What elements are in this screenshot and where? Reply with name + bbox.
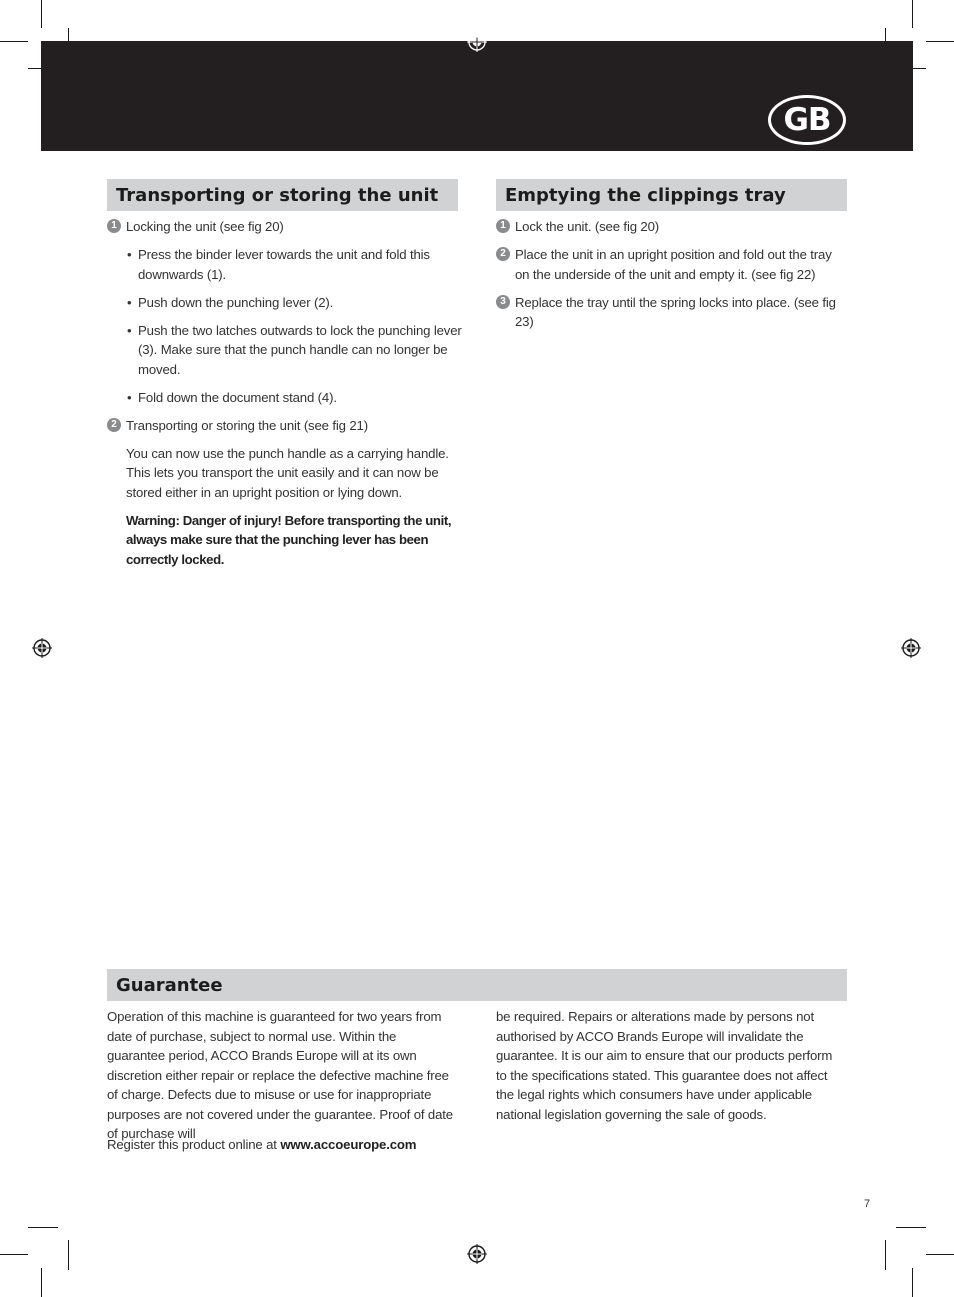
- crop-mark: [0, 41, 28, 42]
- registration-mark-icon: [32, 638, 52, 658]
- step-number-badge: 3: [496, 295, 510, 309]
- step-text: Transporting or storing the unit (see fig 21): [126, 417, 368, 433]
- crop-mark: [926, 41, 954, 42]
- transport-step-2: [107, 416, 462, 436]
- guarantee-text-left: Operation of this machine is guaranteed for two years from date of purchase, subject to normal use. Within the guarantee period, ACCO Brands Europe will at its own discretion either repair or replace the defective machine free of charge. Defects due to misuse or use for inappropriate purposes are not covered under the guarantee. Proof of date of purchase will: [107, 1009, 453, 1141]
- step-number-badge: 2: [107, 418, 121, 432]
- register-link[interactable]: www.accoeurope.com: [280, 1137, 417, 1152]
- emptying-step-1: [496, 217, 848, 237]
- emptying-heading: Emptying the clippings tray: [496, 179, 847, 211]
- crop-mark: [912, 1268, 913, 1297]
- guarantee-text-right: be required. Repairs or alterations made by persons not authorised by ACCO Brands Europe will invalidate the guarantee. It is our aim to ensure that our products perform to the specifications stated. This guarantee does not affect the legal rights which consumers have under applicable national legislation governing the sale of goods.: [496, 1009, 833, 1122]
- crop-mark: [68, 1240, 69, 1270]
- transport-column: [107, 217, 462, 578]
- transport-warning: Warning: Danger of injury! Before transporting the unit, always make sure that the punching lever has been correctly locked.: [126, 512, 452, 567]
- transport-step-1: [107, 217, 462, 237]
- step-number-badge: 2: [496, 247, 510, 261]
- step-text: Locking the unit (see fig 20): [126, 219, 284, 234]
- transport-bullet: • Push the two latches outwards to lock the punching lever (3). Make sure that the punch handle can no longer be moved.: [107, 321, 462, 380]
- crop-mark: [41, 1268, 42, 1297]
- emptying-column: [496, 217, 848, 340]
- step-number-badge: 1: [107, 219, 121, 233]
- page-number: 7: [864, 1198, 871, 1210]
- crop-mark: [28, 1227, 58, 1228]
- emptying-step-2: [496, 245, 848, 284]
- register-line: [107, 1135, 507, 1155]
- registration-mark-icon: [467, 32, 487, 52]
- registration-mark-icon: [467, 1244, 487, 1264]
- gb-badge: GB: [768, 95, 846, 145]
- crop-mark: [926, 1254, 954, 1255]
- step-text: Place the unit in an upright position and fold out the tray on the underside of the unit and empty it. (see fig 22): [515, 247, 832, 282]
- guarantee-heading: Guarantee: [107, 969, 847, 1001]
- emptying-step-3: [496, 293, 848, 332]
- register-prefix: Register this product online at: [107, 1137, 281, 1152]
- step-number-badge: 1: [496, 219, 510, 233]
- step-text: Lock the unit. (see fig 20): [515, 219, 660, 234]
- transport-bullet: • Press the binder lever towards the unit and fold this downwards (1).: [107, 245, 462, 284]
- transport-bullet: • Fold down the document stand (4).: [107, 388, 462, 408]
- crop-mark: [0, 1254, 28, 1255]
- crop-mark: [885, 1240, 886, 1270]
- transport-bullet: • Push down the punching lever (2).: [107, 293, 462, 313]
- registration-mark-icon: [901, 638, 921, 658]
- crop-mark: [896, 1227, 926, 1228]
- transport-paragraph: You can now use the punch handle as a carrying handle. This lets you transport the unit easily and it can now be stored either in an upright position or lying down.: [126, 445, 449, 500]
- transport-heading: Transporting or storing the unit: [107, 179, 458, 211]
- crop-mark: [41, 0, 42, 28]
- crop-mark: [912, 0, 913, 28]
- step-text: Replace the tray until the spring locks into place. (see fig 23): [515, 294, 836, 329]
